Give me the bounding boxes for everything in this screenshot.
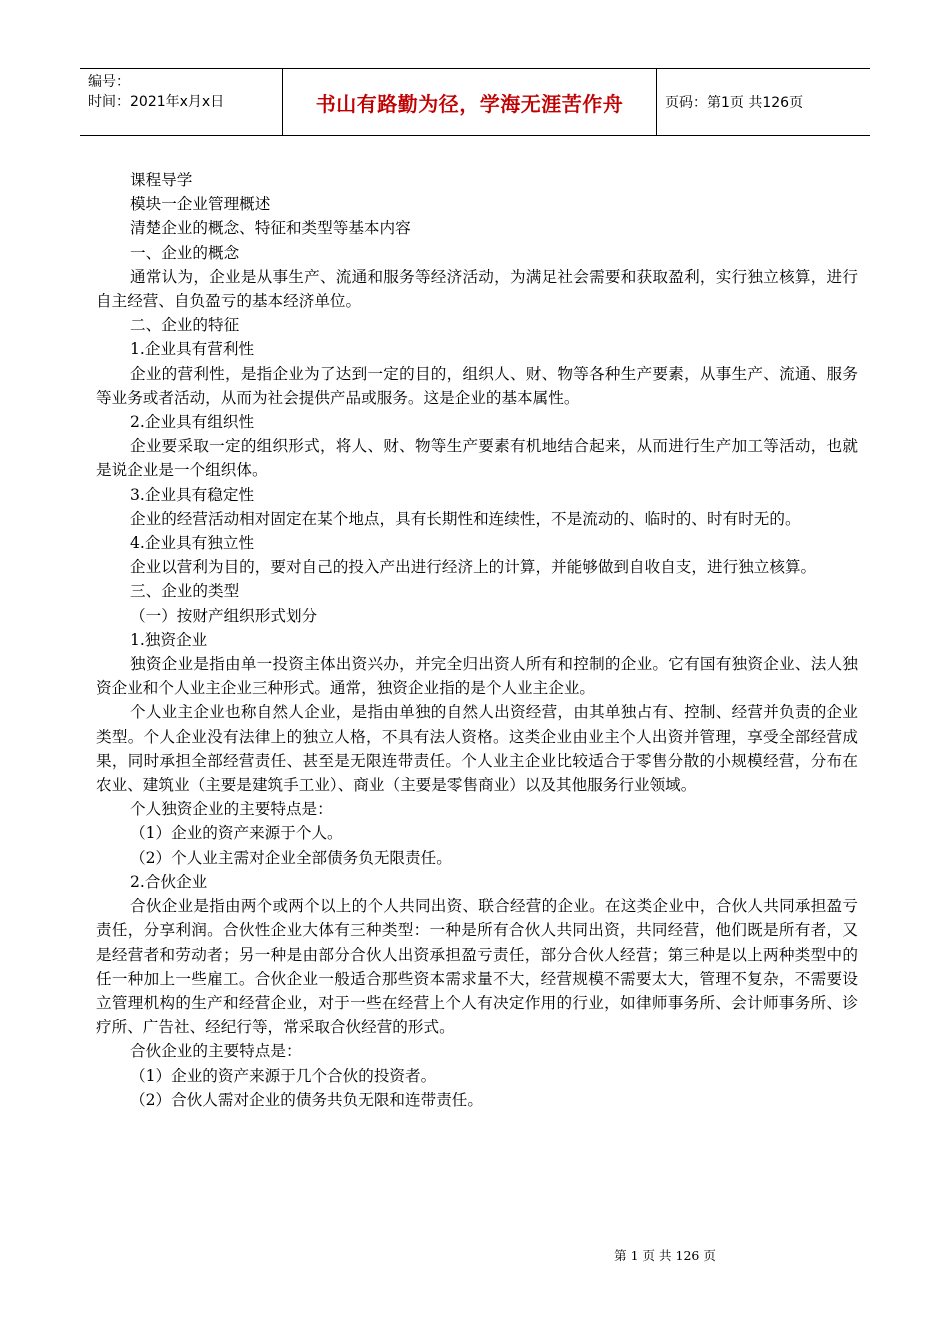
- paragraph: 个人业主企业也称自然人企业，是指由单独的自然人出资经营，由其单独占有、控制、经营并负责的企业类型。个人企业没有法律上的独立人格，不具有法人资格。这类企业由业主个人出资并管理，享受全部经营成果，同时承担全部经营责任、甚至是无限连带责任。个人业主企业比较适合于零售分散的小规模经营，分布在农业、建筑业（主要是建筑手工业）、商业（主要是零售商业）以及其他服务行业领域。: [96, 703, 858, 795]
- paragraph: 合伙企业是指由两个或两个以上的个人共同出资、联合经营的企业。在这类企业中，合伙人共同承担盈亏责任，分享利润。合伙性企业大体有三种类型：一种是所有合伙人共同出资，共同经营，他们既是所有者，又是经营者和劳动者；另一种是由部分合伙人出资承担盈亏责任，部分合伙人经营；第三种是以上两种类型中的任一种加上一些雇工。合伙企业一般适合那些资本需求量不大，经营规模不需要太大，管理不复杂，不需要设立管理机构的生产和经营企业，对于一些在经营上个人有决定作用的行业，如律师事务所、会计师事务所、诊疗所、广告社、经纪行等，常采取合伙经营的形式。: [96, 897, 858, 1037]
- document-body: [96, 168, 858, 1112]
- paragraph: 企业的经营活动相对固定在某个地点，具有长期性和连续性，不是流动的、临时的、时有时无的。: [130, 509, 801, 528]
- subheading: 4.企业具有独立性: [130, 534, 255, 553]
- paragraph: 企业要采取一定的组织形式，将人、财、物等生产要素有机地结合起来，从而进行生产加工等活动，也就是说企业是一个组织体。: [96, 437, 858, 480]
- list-item: （2）合伙人需对企业的债务共负无限和连带责任。: [130, 1090, 483, 1109]
- header-motto: 书山有路勤为径，学海无涯苦作舟: [315, 91, 624, 116]
- list-item: （1）企业的资产来源于几个合伙的投资者。: [130, 1066, 437, 1085]
- paragraph: 个人独资企业的主要特点是：: [130, 800, 333, 819]
- paragraph: 课程导学: [130, 171, 193, 189]
- document-number-label: 编号：: [88, 74, 130, 90]
- subheading: 1.企业具有营利性: [130, 340, 255, 359]
- subheading: （一）按财产组织形式划分: [130, 606, 318, 625]
- document-time-label: 时间：2021年x月x日: [88, 94, 225, 110]
- section-heading: 三、企业的类型: [130, 582, 240, 601]
- subheading: 2.企业具有组织性: [130, 413, 255, 432]
- header-page-cell: [657, 69, 870, 135]
- subheading: 3.企业具有稳定性: [130, 485, 255, 504]
- list-item: （1）企业的资产来源于个人。: [130, 824, 343, 843]
- page-footer: [0, 1246, 950, 1264]
- footer-page-info: 第 1 页 共 126 页: [614, 1248, 716, 1263]
- header-info-cell: [80, 69, 283, 135]
- paragraph: 清楚企业的概念、特征和类型等基本内容: [130, 219, 411, 238]
- list-item: （2）个人业主需对企业全部债务负无限责任。: [130, 848, 452, 867]
- paragraph: 合伙企业的主要特点是：: [130, 1042, 302, 1061]
- header-motto-cell: [283, 69, 657, 135]
- document-header: [80, 68, 870, 136]
- subheading: 2.合伙企业: [130, 872, 208, 891]
- section-heading: 二、企业的特征: [130, 316, 240, 335]
- paragraph: 通常认为，企业是从事生产、流通和服务等经济活动，为满足社会需要和获取盈利，实行独立核算，进行自主经营、自负盈亏的基本经济单位。: [96, 267, 858, 311]
- section-heading: 一、企业的概念: [130, 243, 240, 262]
- paragraph: 企业的营利性，是指企业为了达到一定的目的，组织人、财、物等各种生产要素，从事生产、流通、服务等业务或者活动，从而为社会提供产品或服务。这是企业的基本属性。: [96, 364, 858, 407]
- header-page-label: 页码：第1页 共126页: [665, 95, 804, 111]
- subheading: 1.独资企业: [130, 630, 208, 649]
- paragraph: 模块一企业管理概述: [130, 195, 271, 214]
- paragraph: 企业以营利为目的，要对自己的投入产出进行经济上的计算，并能够做到自收自支，进行独立核算。: [130, 558, 817, 577]
- paragraph: 独资企业是指由单一投资主体出资兴办，并完全归出资人所有和控制的企业。它有国有独资企业、法人独资企业和个人业主企业三种形式。通常，独资企业指的是个人业主企业。: [96, 655, 858, 698]
